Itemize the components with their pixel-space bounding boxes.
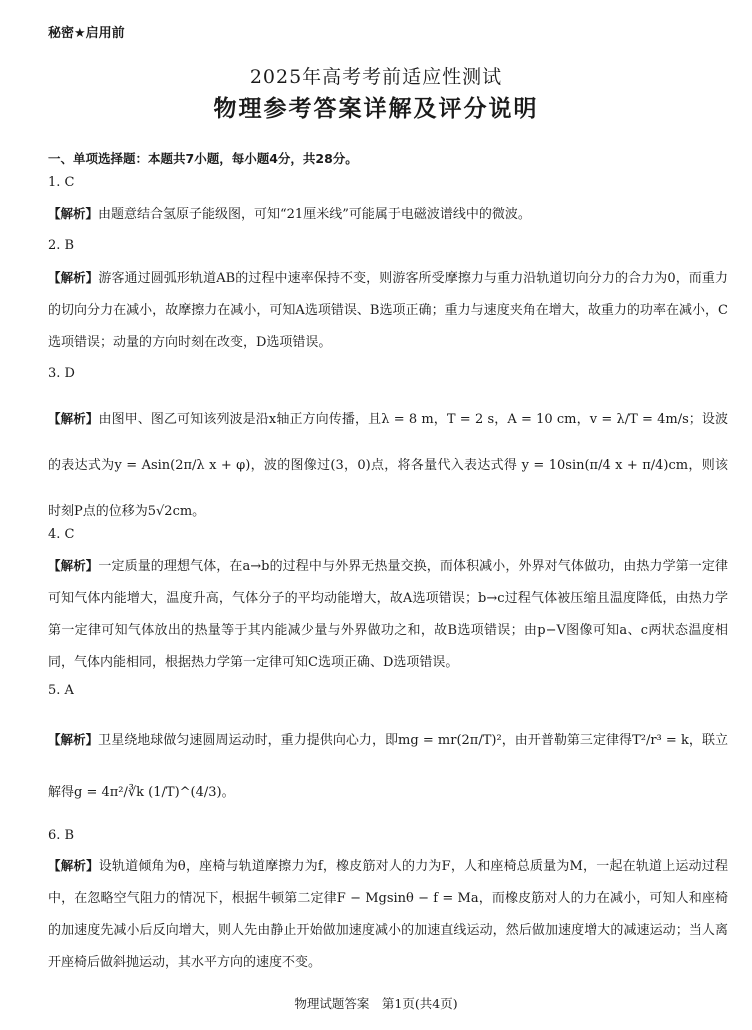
explanation-text: 游客通过圆弧形轨道AB的过程中速率保持不变，则游客所受摩擦力与重力沿轨道切向分力的合力为0，而重力的切向分力在减小，故摩擦力在减小，可知A选项错误、B选项正确；重力与速度夹角在增大，故重力的功率在减小，C选项错误；动量的方向时刻在改变，D选项错误。 bbox=[48, 271, 728, 350]
analysis-tag: 【解析】 bbox=[48, 411, 99, 426]
analysis-tag: 【解析】 bbox=[48, 732, 99, 747]
analysis-tag: 【解析】 bbox=[48, 270, 99, 285]
question-2-explanation bbox=[48, 262, 728, 359]
section-heading: 一、单项选择题：本题共7小题，每小题4分，共28分。 bbox=[48, 151, 358, 166]
analysis-tag: 【解析】 bbox=[48, 558, 99, 573]
question-1-answer: 1. C bbox=[48, 175, 75, 190]
question-6-explanation bbox=[48, 850, 728, 979]
answer-title: 物理参考答案详解及评分说明 bbox=[213, 96, 539, 122]
analysis-tag: 【解析】 bbox=[48, 206, 99, 221]
explanation-text: 一定质量的理想气体，在a→b的过程中与外界无热量交换，而体积减小，外界对气体做功，由热力学第一定律可知气体内能增大，温度升高，气体分子的平均动能增大，故A选项错误；b→c过程气体被压缩且温度降低，由热力学第一定律可知气体放出的热量等于其内能减少量与外界做功之和，故B选项错误；由p−V图像可知a、c两状态温度相同，气体内能相同，根据热力学第一定律可知C选项正确、D选项错误。 bbox=[48, 559, 728, 670]
explanation-text: 设轨道倾角为θ，座椅与轨道摩擦力为f，橡皮筋对人的力为F，人和座椅总质量为M，一起在轨道上运动过程中，在忽略空气阻力的情况下，根据牛顿第二定律F − Mgsinθ − f = Ma，而橡皮筋对人的力在减小，可知人和座椅的加速度先减小后反向增大，则人先由静止开始做加速度减小的加速直线运动，然后做加速度增大的减速运动；当人离开座椅后做斜抛运动，其水平方向的速度不变。 bbox=[48, 859, 728, 970]
exam-title: 2025年高考考前适应性测试 bbox=[249, 66, 503, 88]
question-3-explanation bbox=[48, 396, 728, 535]
secret-label: 秘密★启用前 bbox=[48, 26, 125, 41]
question-5-answer: 5. A bbox=[48, 683, 74, 698]
question-6-answer: 6. B bbox=[48, 828, 75, 843]
question-4-answer: 4. C bbox=[48, 527, 75, 542]
question-3-answer: 3. D bbox=[48, 366, 75, 381]
explanation-text: 由题意结合氢原子能级图，可知“21厘米线”可能属于电磁波谱线中的微波。 bbox=[98, 207, 531, 222]
analysis-tag: 【解析】 bbox=[48, 858, 99, 873]
explanation-text: 卫星绕地球做匀速圆周运动时，重力提供向心力，即mg = mr(2π/T)²，由开普勒第三定律得T²/r³ = k，联立解得g = 4π²/∛k (1/T)^(4/3)。 bbox=[48, 733, 728, 800]
question-4-explanation bbox=[48, 550, 728, 679]
question-1-explanation bbox=[48, 198, 728, 231]
question-5-explanation bbox=[48, 714, 728, 819]
question-2-answer: 2. B bbox=[48, 238, 75, 253]
explanation-text: 由图甲、图乙可知该列波是沿x轴正方向传播，且λ = 8 m，T = 2 s，A = 10 cm，v = λ/T = 4m/s；设波的表达式为y = Asin(2π/λ x + φ)，波的图像过(3，0)点，将各量代入表达式得 y = 10sin(π/4 x + π/4)cm，则该时刻P点的位移为5√2cm。 bbox=[48, 412, 728, 519]
page-footer: 物理试题答案 第1页(共4页) bbox=[294, 996, 458, 1011]
